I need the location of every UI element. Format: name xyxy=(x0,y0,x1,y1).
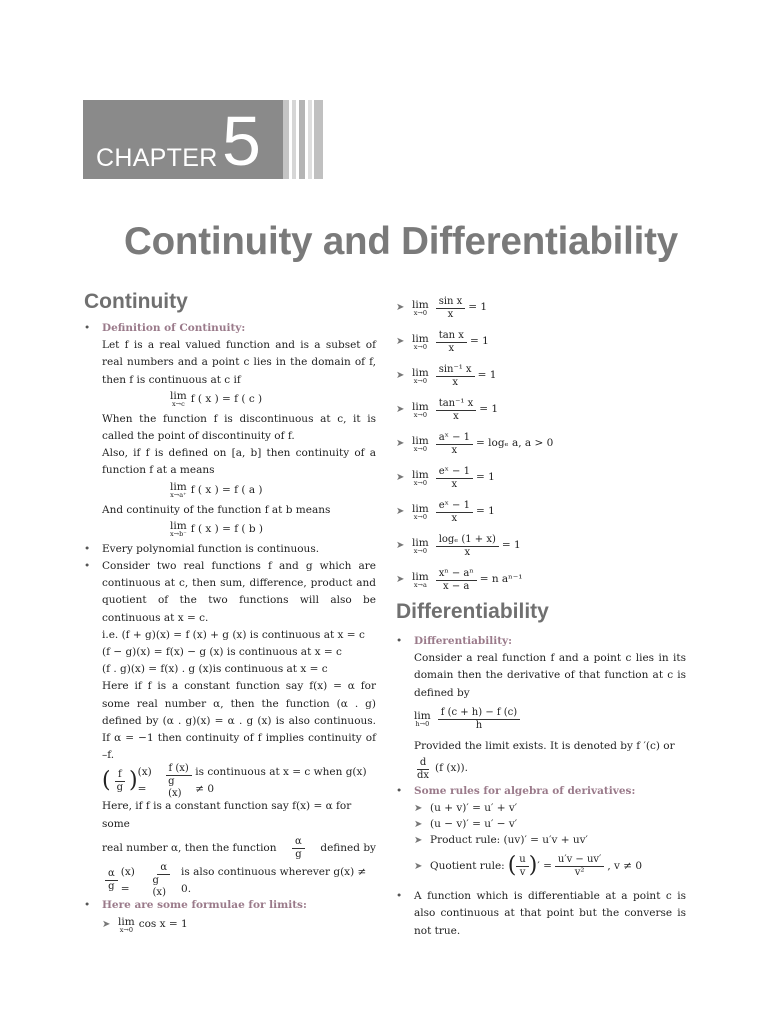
b-text: And continuity of the function f at b means xyxy=(102,503,331,516)
alpha-quotient: $\frac{\alpha}{g}$ (x) = $\frac{\alpha}{g (x)}$ is also continuous wherever g(x) ≠ 0. xyxy=(102,865,376,897)
arrow-icon: ➤ xyxy=(396,472,405,484)
arrow-icon: ➤ xyxy=(396,370,405,382)
limit-formula: ➤ lim x→0 $\frac{\text{aˣ − 1}}{x}$ = logₑ a, a > 0 xyxy=(396,431,554,456)
limit-formula: ➤ lim x→0 $\frac{\text{eˣ − 1}}{x}$ = 1 xyxy=(396,499,495,524)
limits-list xyxy=(396,291,686,597)
derivative-definition: lim h→0 $\frac{f (c + h) - f (c)}{h}$ xyxy=(414,702,686,738)
list-item xyxy=(396,633,686,783)
limit-formula: ➤ lim x→0 $\frac{\text{eˣ − 1}}{x}$ = 1 xyxy=(396,465,495,490)
formulae-label: Here are some formulae for limits: xyxy=(102,898,307,911)
arrow-icon: ➤ xyxy=(396,540,405,552)
difference-rule: (f − g)(x) = f(x) − g (x) is continuous at x = c xyxy=(102,646,342,659)
arrow-icon: ➤ xyxy=(396,506,405,518)
continuity-heading: Continuity xyxy=(84,290,188,313)
arrow-icon: ➤ xyxy=(396,574,405,586)
two-functions-text: Consider two real functions f and g which are continuous at c, then sum, difference, product and quotient of the two functions will also be continuous at x = c. xyxy=(102,560,376,624)
bullet-icon: • xyxy=(396,785,403,798)
banner-stripe xyxy=(299,100,305,179)
interval-text: Also, if f is defined on [a, b] then continuity of a function f at a means xyxy=(102,447,376,477)
list-item xyxy=(84,558,376,897)
product-rule: (f . g)(x) = f(x) . g (x)is continuous at x = c xyxy=(102,663,328,676)
limit-equation: lim x→b⁻ f ( x ) = f ( b ) xyxy=(170,520,264,539)
list-item xyxy=(84,897,376,936)
page-title: Continuity and Differentiability xyxy=(124,220,678,263)
difference-derivative-rule: ➤ (u − v)′ = u′ − v′ xyxy=(414,816,686,832)
bullet-icon: • xyxy=(84,322,91,334)
bullet-icon: • xyxy=(396,890,403,903)
rules-label: Some rules for algebra of derivatives: xyxy=(414,785,636,798)
alpha-text: Here, if f is a constant function say f(x) = α for some xyxy=(102,800,352,830)
limit-equation: lim x→a⁺ f ( x ) = f ( a ) xyxy=(170,481,263,500)
banner-stripe xyxy=(308,100,312,179)
sum-rule: i.e. (f + g)(x) = f (x) + g (x) is continuous at x = c xyxy=(102,628,365,641)
list-item xyxy=(84,541,376,558)
bullet-icon: • xyxy=(84,560,91,573)
limit-formula: ➤ lim x→0 $\frac{\text{logₑ (1 + x)}}{x}$ = 1 xyxy=(396,533,521,558)
ddx-notation: $\frac{d}{dx}$ (f (x)). xyxy=(417,756,468,781)
banner-stripe xyxy=(283,100,289,179)
limit-formula: ➤ lim x→0 $\frac{\text{sin⁻¹ x}}{x}$ = 1 xyxy=(396,363,497,388)
arrow-icon: ➤ xyxy=(396,438,405,450)
arrow-icon: ➤ xyxy=(414,834,423,846)
arrow-icon: ➤ xyxy=(396,336,405,348)
quotient-continuity: ( $\frac{f}{g}$ ) (x) = $\frac{f (x)}{g (x)}$ is continuous at x = c when g(x) ≠ 0 xyxy=(102,762,367,799)
limit-formula: ➤ lim x→0 $\frac{\text{tan x}}{x}$ = 1 xyxy=(396,329,489,354)
bullet-icon: • xyxy=(396,635,403,647)
arrow-icon: ➤ xyxy=(396,302,405,314)
sum-derivative-rule: ➤ (u + v)′ = u′ + v′ xyxy=(414,800,686,816)
differentiability-text: Consider a real function f and a point c lies in its domain then the derivative of that function at c is defined by xyxy=(414,652,686,699)
polynomial-text: Every polynomial function is continuous. xyxy=(102,542,320,555)
final-text: A function which is differentiable at a point c is also continuous at that point but the converse is not true. xyxy=(414,890,686,937)
list-item xyxy=(84,320,376,541)
product-derivative-rule: ➤ Product rule: (uv)′ = u′v + uv′ xyxy=(414,832,686,848)
discontinuity-text: When the function f is discontinuous at c, it is called the point of discontinuity of f. xyxy=(102,412,376,443)
bullet-icon: • xyxy=(84,898,91,911)
constant-text: Here if f is a constant function say f(x) = α for some real number α, then the function (α . g) defined by (α . g)(x) = α . g (x) is also continuous. If α = −1 then continuity of f implies continuity of –f. xyxy=(102,680,376,762)
list-item xyxy=(396,888,686,940)
list-item xyxy=(396,783,686,884)
cos-limit: ➤ lim x→0 cos x = 1 xyxy=(102,915,188,934)
bullet-icon: • xyxy=(84,542,91,555)
limit-formula: ➤ lim x→a $\frac{\text{xⁿ − aⁿ}}{x - a}$ = n aⁿ⁻¹ xyxy=(396,567,523,592)
quotient-derivative-rule: ➤ Quotient rule: ( $\frac{u}{v}$ ) ′ = $\frac{u'v - uv'}{\text{v²}}$ , v ≠ 0 xyxy=(414,853,643,879)
limit-formula: ➤ lim x→0 $\frac{\text{sin x}}{x}$ = 1 xyxy=(396,295,488,320)
chapter-number: 5 xyxy=(222,102,261,180)
definition-label: Definition of Continuity: xyxy=(102,322,246,334)
arrow-icon: ➤ xyxy=(414,818,423,830)
limit-formula: ➤ lim x→0 $\frac{\text{tan⁻¹ x}}{x}$ = 1 xyxy=(396,397,499,422)
right-column xyxy=(396,291,686,940)
definition-text: Let f is a real valued function and is a subset of real numbers and a point c lies in the domain of f, then f is continuous at c if xyxy=(102,339,376,386)
differentiability-label: Differentiability: xyxy=(414,635,513,647)
alpha-function: real number α, then the function $\frac{\alpha}{g}$ defined by xyxy=(102,836,376,861)
differentiability-heading: Differentiability xyxy=(396,600,549,623)
chapter-label: CHAPTER xyxy=(96,144,218,172)
left-column xyxy=(84,320,376,936)
banner-stripe xyxy=(314,100,323,179)
arrow-icon: ➤ xyxy=(396,404,405,416)
provided-text: Provided the limit exists. It is denoted by f ′(c) or xyxy=(414,739,675,752)
arrow-icon: ➤ xyxy=(414,802,423,814)
arrow-icon: ➤ xyxy=(414,860,423,872)
banner-stripe xyxy=(292,100,296,179)
arrow-icon: ➤ xyxy=(102,919,111,931)
limit-equation: lim x→c f ( x ) = f ( c ) xyxy=(170,390,263,409)
